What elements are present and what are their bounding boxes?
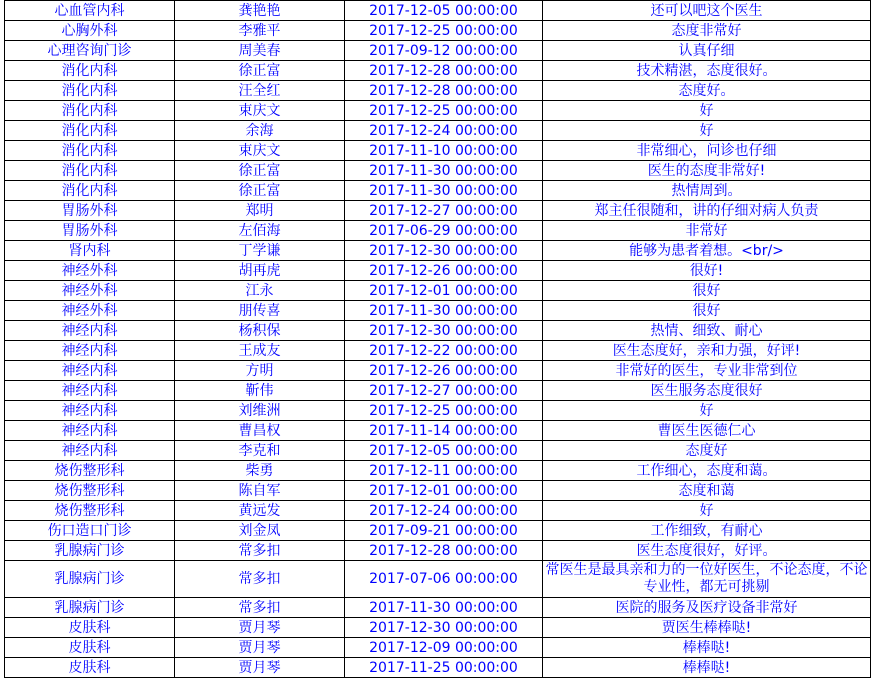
- comment-cell: 医生态度很好，好评。: [543, 541, 871, 561]
- comment-cell: 热情周到。: [543, 181, 871, 201]
- date-cell: 2017-12-28 00:00:00: [345, 81, 543, 101]
- table-row: [5, 101, 871, 121]
- table-row: [5, 461, 871, 481]
- table-row: [5, 361, 871, 381]
- comment-cell: 常医生是最具亲和力的一位好医生，不论态度，不论专业性，都无可挑剔: [543, 561, 871, 598]
- date-cell: 2017-12-26 00:00:00: [345, 361, 543, 381]
- date-cell: 2017-11-25 00:00:00: [345, 658, 543, 678]
- comment-cell: 好: [543, 121, 871, 141]
- doctor-cell: 朋传喜: [175, 301, 345, 321]
- comment-cell: 医生态度好，亲和力强，好评!: [543, 341, 871, 361]
- table-row: [5, 261, 871, 281]
- department-cell: 皮肤科: [5, 658, 175, 678]
- table-row: [5, 141, 871, 161]
- department-cell: 消化内科: [5, 101, 175, 121]
- doctor-cell: 徐正富: [175, 181, 345, 201]
- comment-cell: 还可以吧这个医生: [543, 1, 871, 21]
- comment-cell: 曹医生医德仁心: [543, 421, 871, 441]
- comment-cell: 技术精湛，态度很好。: [543, 61, 871, 81]
- department-cell: 神经内科: [5, 361, 175, 381]
- comment-cell: 棒棒哒!: [543, 658, 871, 678]
- doctor-cell: 陈自军: [175, 481, 345, 501]
- doctor-cell: 李克和: [175, 441, 345, 461]
- date-cell: 2017-11-30 00:00:00: [345, 161, 543, 181]
- comment-cell: 热情、细致、耐心: [543, 321, 871, 341]
- date-cell: 2017-11-14 00:00:00: [345, 421, 543, 441]
- department-cell: 神经外科: [5, 281, 175, 301]
- doctor-cell: 王成友: [175, 341, 345, 361]
- date-cell: 2017-12-09 00:00:00: [345, 638, 543, 658]
- comment-cell: 工作细致，有耐心: [543, 521, 871, 541]
- table-row: [5, 161, 871, 181]
- date-cell: 2017-11-10 00:00:00: [345, 141, 543, 161]
- comment-cell: 医院的服务及医疗设备非常好: [543, 598, 871, 618]
- table-row: [5, 281, 871, 301]
- table-row: [5, 541, 871, 561]
- doctor-cell: 杨积保: [175, 321, 345, 341]
- doctor-cell: 黄远发: [175, 501, 345, 521]
- department-cell: 消化内科: [5, 81, 175, 101]
- doctor-cell: 曹昌权: [175, 421, 345, 441]
- table-row: [5, 521, 871, 541]
- department-cell: 肾内科: [5, 241, 175, 261]
- doctor-cell: 余海: [175, 121, 345, 141]
- date-cell: 2017-12-25 00:00:00: [345, 101, 543, 121]
- comment-cell: 很好!: [543, 261, 871, 281]
- department-cell: 皮肤科: [5, 638, 175, 658]
- comment-cell: 好: [543, 501, 871, 521]
- table-row: [5, 61, 871, 81]
- doctor-cell: 龚艳艳: [175, 1, 345, 21]
- department-cell: 心胸外科: [5, 21, 175, 41]
- department-cell: 消化内科: [5, 121, 175, 141]
- doctor-cell: 常多扣: [175, 598, 345, 618]
- department-cell: 消化内科: [5, 61, 175, 81]
- date-cell: 2017-12-05 00:00:00: [345, 441, 543, 461]
- department-cell: 皮肤科: [5, 618, 175, 638]
- comment-cell: 能够为患者着想。<br/>: [543, 241, 871, 261]
- table-row: [5, 21, 871, 41]
- comment-cell: 态度和蔼: [543, 481, 871, 501]
- doctor-cell: 贾月琴: [175, 658, 345, 678]
- doctor-cell: 束庆文: [175, 101, 345, 121]
- date-cell: 2017-12-22 00:00:00: [345, 341, 543, 361]
- doctor-cell: 丁学谦: [175, 241, 345, 261]
- comment-cell: 很好: [543, 281, 871, 301]
- department-cell: 神经外科: [5, 301, 175, 321]
- table-row: [5, 1, 871, 21]
- table-row: [5, 501, 871, 521]
- comment-cell: 棒棒哒!: [543, 638, 871, 658]
- table-row: [5, 241, 871, 261]
- comment-cell: 态度好。: [543, 81, 871, 101]
- date-cell: 2017-12-26 00:00:00: [345, 261, 543, 281]
- department-cell: 烧伤整形科: [5, 461, 175, 481]
- table-row: [5, 301, 871, 321]
- date-cell: 2017-12-30 00:00:00: [345, 618, 543, 638]
- table-row: [5, 561, 871, 598]
- department-cell: 乳腺病门诊: [5, 561, 175, 598]
- doctor-cell: 左佰海: [175, 221, 345, 241]
- date-cell: 2017-12-11 00:00:00: [345, 461, 543, 481]
- table-row: [5, 221, 871, 241]
- table-row: [5, 481, 871, 501]
- doctor-cell: 徐正富: [175, 61, 345, 81]
- comment-cell: 态度好: [543, 441, 871, 461]
- table-row: [5, 121, 871, 141]
- table-row: [5, 401, 871, 421]
- comment-cell: 好: [543, 401, 871, 421]
- table-row: [5, 41, 871, 61]
- doctor-cell: 江永: [175, 281, 345, 301]
- date-cell: 2017-12-28 00:00:00: [345, 541, 543, 561]
- table-row: [5, 341, 871, 361]
- doctor-cell: 徐正富: [175, 161, 345, 181]
- date-cell: 2017-11-30 00:00:00: [345, 181, 543, 201]
- date-cell: 2017-11-30 00:00:00: [345, 598, 543, 618]
- review-table: [4, 0, 871, 678]
- table-row: [5, 441, 871, 461]
- date-cell: 2017-12-28 00:00:00: [345, 61, 543, 81]
- date-cell: 2017-12-27 00:00:00: [345, 381, 543, 401]
- department-cell: 消化内科: [5, 161, 175, 181]
- doctor-cell: 柴勇: [175, 461, 345, 481]
- date-cell: 2017-12-05 00:00:00: [345, 1, 543, 21]
- table-row: [5, 181, 871, 201]
- date-cell: 2017-11-30 00:00:00: [345, 301, 543, 321]
- department-cell: 神经内科: [5, 381, 175, 401]
- department-cell: 胃肠外科: [5, 221, 175, 241]
- doctor-cell: 李雅平: [175, 21, 345, 41]
- date-cell: 2017-07-06 00:00:00: [345, 561, 543, 598]
- review-table-body: [5, 1, 871, 678]
- comment-cell: 非常好的医生，专业非常到位: [543, 361, 871, 381]
- date-cell: 2017-12-01 00:00:00: [345, 481, 543, 501]
- table-row: [5, 201, 871, 221]
- doctor-cell: 靳伟: [175, 381, 345, 401]
- department-cell: 烧伤整形科: [5, 501, 175, 521]
- date-cell: 2017-06-29 00:00:00: [345, 221, 543, 241]
- comment-cell: 好: [543, 101, 871, 121]
- department-cell: 神经内科: [5, 421, 175, 441]
- date-cell: 2017-12-24 00:00:00: [345, 121, 543, 141]
- date-cell: 2017-09-21 00:00:00: [345, 521, 543, 541]
- doctor-cell: 胡再虎: [175, 261, 345, 281]
- department-cell: 烧伤整形科: [5, 481, 175, 501]
- doctor-cell: 汪全红: [175, 81, 345, 101]
- table-row: [5, 658, 871, 678]
- department-cell: 神经内科: [5, 441, 175, 461]
- table-row: [5, 638, 871, 658]
- department-cell: 乳腺病门诊: [5, 541, 175, 561]
- comment-cell: 医生的态度非常好!: [543, 161, 871, 181]
- department-cell: 心血管内科: [5, 1, 175, 21]
- table-row: [5, 321, 871, 341]
- date-cell: 2017-12-30 00:00:00: [345, 241, 543, 261]
- table-row: [5, 618, 871, 638]
- doctor-cell: 周美春: [175, 41, 345, 61]
- doctor-cell: 刘金凤: [175, 521, 345, 541]
- department-cell: 消化内科: [5, 141, 175, 161]
- date-cell: 2017-12-25 00:00:00: [345, 401, 543, 421]
- doctor-cell: 常多扣: [175, 561, 345, 598]
- date-cell: 2017-09-12 00:00:00: [345, 41, 543, 61]
- comment-cell: 工作细心，态度和蔼。: [543, 461, 871, 481]
- doctor-cell: 郑明: [175, 201, 345, 221]
- comment-cell: 认真仔细: [543, 41, 871, 61]
- department-cell: 伤口造口门诊: [5, 521, 175, 541]
- doctor-cell: 贾月琴: [175, 618, 345, 638]
- comment-cell: 非常好: [543, 221, 871, 241]
- table-row: [5, 421, 871, 441]
- comment-cell: 非常细心，问诊也仔细: [543, 141, 871, 161]
- doctor-cell: 贾月琴: [175, 638, 345, 658]
- doctor-cell: 刘维洲: [175, 401, 345, 421]
- date-cell: 2017-12-24 00:00:00: [345, 501, 543, 521]
- doctor-cell: 常多扣: [175, 541, 345, 561]
- comment-cell: 郑主任很随和，讲的仔细对病人负责: [543, 201, 871, 221]
- table-row: [5, 598, 871, 618]
- comment-cell: 贾医生棒棒哒!: [543, 618, 871, 638]
- department-cell: 乳腺病门诊: [5, 598, 175, 618]
- table-row: [5, 381, 871, 401]
- department-cell: 消化内科: [5, 181, 175, 201]
- department-cell: 神经外科: [5, 261, 175, 281]
- date-cell: 2017-12-30 00:00:00: [345, 321, 543, 341]
- department-cell: 心理咨询门诊: [5, 41, 175, 61]
- doctor-cell: 束庆文: [175, 141, 345, 161]
- comment-cell: 医生服务态度很好: [543, 381, 871, 401]
- date-cell: 2017-12-27 00:00:00: [345, 201, 543, 221]
- comment-cell: 很好: [543, 301, 871, 321]
- department-cell: 神经内科: [5, 341, 175, 361]
- date-cell: 2017-12-01 00:00:00: [345, 281, 543, 301]
- comment-cell: 态度非常好: [543, 21, 871, 41]
- department-cell: 神经内科: [5, 321, 175, 341]
- table-row: [5, 81, 871, 101]
- department-cell: 胃肠外科: [5, 201, 175, 221]
- doctor-cell: 方明: [175, 361, 345, 381]
- date-cell: 2017-12-25 00:00:00: [345, 21, 543, 41]
- department-cell: 神经内科: [5, 401, 175, 421]
